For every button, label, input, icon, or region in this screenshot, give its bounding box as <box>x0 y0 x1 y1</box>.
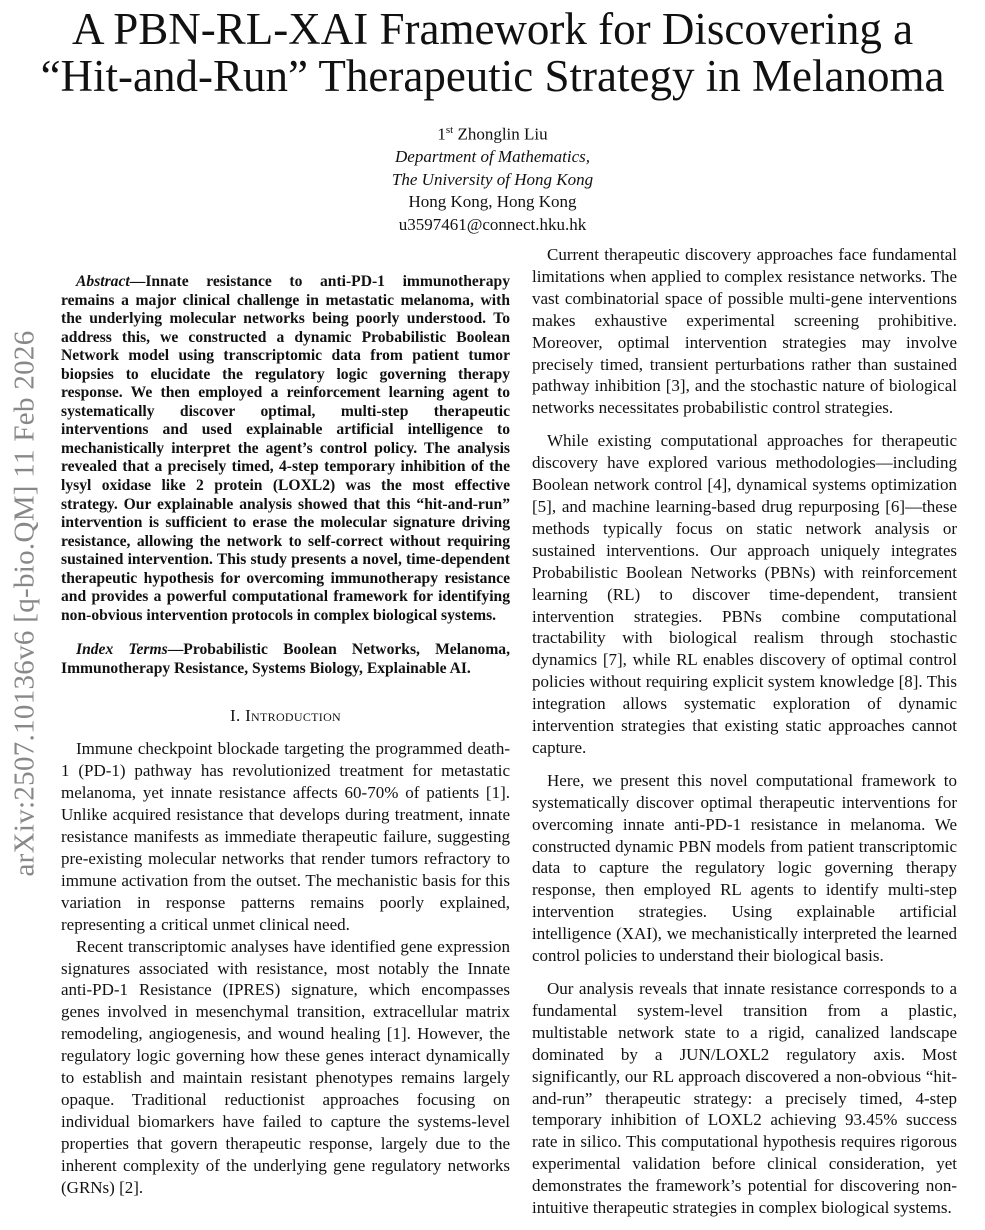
paragraph: Recent transcriptomic analyses have identified gene expression signatures associated with resistance, most notably the Innate anti-PD-1 Resistance (IPRES) signature, which encompasses genes involved in mesenchymal transition, extracellular matrix remodeling, angiogenesis, and wound healing [1]. However, the regulatory logic governing how these genes interact dynamically to establish and maintain resistant phenotypes remains largely opaque. Traditional reductionist approaches focusing on individual biomarkers have failed to capture the systems-level properties that govern therapeutic response, largely due to the inherent complexity of the underlying gene regulatory networks (GRNs) [2]. <box>61 936 510 1197</box>
author-university: The University of Hong Kong <box>391 169 594 189</box>
author-department: Department of Mathematics, <box>395 147 590 167</box>
abstract-label: Abstract <box>76 273 130 290</box>
author-name: Zhonglin Liu <box>457 124 548 144</box>
left-column <box>61 273 510 1199</box>
author-email: u3597461@connect.hku.hk <box>398 214 587 234</box>
arxiv-identifier: arXiv:2507.10136v6 [q-bio.QM] 11 Feb 2026 <box>8 330 41 877</box>
section-heading <box>61 706 510 726</box>
section-title: Introduction <box>245 706 341 726</box>
section-number: I. <box>230 706 241 726</box>
index-terms <box>61 641 510 678</box>
author-block <box>0 119 985 236</box>
title-line-1: A PBN-RL-XAI Framework for Discovering a <box>71 4 914 54</box>
paper-title <box>0 6 985 100</box>
author-name-line <box>0 119 985 146</box>
abstract <box>61 273 510 625</box>
paragraph: Current therapeutic discovery approaches face fundamental limitations when applied to complex resistance networks. The vast combinatorial space of possible multi-gene interventions makes exhaustive experimental screening prohibitive. Moreover, optimal intervention strategies may involve precisely timed, transient perturbations rather than sustained pathway inhibition [3], and the stochastic nature of biological networks necessitates probabilistic control strategies. <box>532 245 957 418</box>
title-line-2: “Hit-and-Run” Therapeutic Strategy in Melanoma <box>40 51 945 101</box>
paragraph: While existing computational approaches for therapeutic discovery have explored various methodologies—including Boolean network control [4], dynamical systems optimization [5], and machine learning-based drug repurposing [6]—these methods typically focus on static network analysis or sustained interventions. Our approach uniquely integrates Probabilistic Boolean Networks (PBNs) with reinforcement learning (RL) to discover time-dependent, transient intervention strategies. PBNs combine computational tractability with biological realism through stochastic dynamics [7], while RL enables discovery of optimal control policies without requiring explicit system knowledge [8]. This integration allows systematic exploration of dynamic intervention strategies that existing static approaches cannot capture. <box>532 431 957 757</box>
paragraph: Our analysis reveals that innate resistance corresponds to a fundamental system-level transition from a plastic, multistable network state to a rigid, canalized landscape dominated by a JUN/LOXL2 regulatory axis. Most significantly, our RL approach discovered a non-obvious “hit-and-run” therapeutic strategy: a precisely timed, 4-step temporary inhibition of LOXL2 achieving 93.45% success rate in silico. This computational hypothesis requires rigorous experimental validation before clinical consideration, yet demonstrates the framework’s potential for discovering non-intuitive therapeutic strategies in complex biological systems. <box>532 979 957 1218</box>
author-ordinal-sup: st <box>445 124 454 136</box>
paragraph: Immune checkpoint blockade targeting the programmed death-1 (PD-1) pathway has revolutionized treatment for metastatic melanoma, yet innate resistance affects 60-70% of patients [1]. Unlike acquired resistance that develops during treatment, innate resistance manifests as immediate therapeutic failure, suggesting pre-existing molecular networks that render tumors refractory to immune activation from the outset. The mechanistic basis for this variation in response patterns remains poorly explained, representing a critical unmet clinical need. <box>61 739 510 934</box>
author-location: Hong Kong, Hong Kong <box>408 192 577 212</box>
abstract-text: —Innate resistance to anti-PD-1 immunotherapy remains a major clinical challenge in metastatic melanoma, with the underlying molecular networks being poorly understood. To address this, we constructed a dynamic Probabilistic Boolean Network model using transcriptomic data from patient tumor biopsies to elucidate the regulatory logic governing therapy response. We then employed a reinforcement learning agent to systematically discover optimal, multi-step therapeutic interventions and used explainable artificial intelligence to mechanistically interpret the agent’s control policy. The analysis revealed that a precisely timed, 4-step temporary inhibition of the lysyl oxidase like 2 protein (LOXL2) was the most effective strategy. Our explainable analysis showed that this “hit-and-run” intervention is sufficient to erase the molecular signature driving resistance, allowing the network to self-correct without requiring sustained intervention. This study presents a novel, time-dependent therapeutic hypothesis for overcoming immunotherapy resistance and provides a powerful computational framework for identifying non-obvious intervention protocols in complex biological systems. <box>61 273 510 624</box>
index-terms-text: —Probabilistic Boolean Networks, Melanoma, Immunotherapy Resistance, Systems Biology, Explainable AI. <box>61 641 511 677</box>
right-column <box>532 244 957 1230</box>
author-ordinal: 1 <box>437 124 446 144</box>
index-terms-label: Index Terms <box>76 641 168 659</box>
paragraph: Here, we present this novel computational framework to systematically discover optimal therapeutic interventions for overcoming innate anti-PD-1 resistance in melanoma. We constructed dynamic PBN models from patient transcriptomic data to capture the regulatory logic governing therapy response, then employed RL agents to identify multi-step intervention strategies. Using explainable artificial intelligence (XAI), we mechanistically interpreted the learned control policies to understand their biological basis. <box>532 770 957 966</box>
